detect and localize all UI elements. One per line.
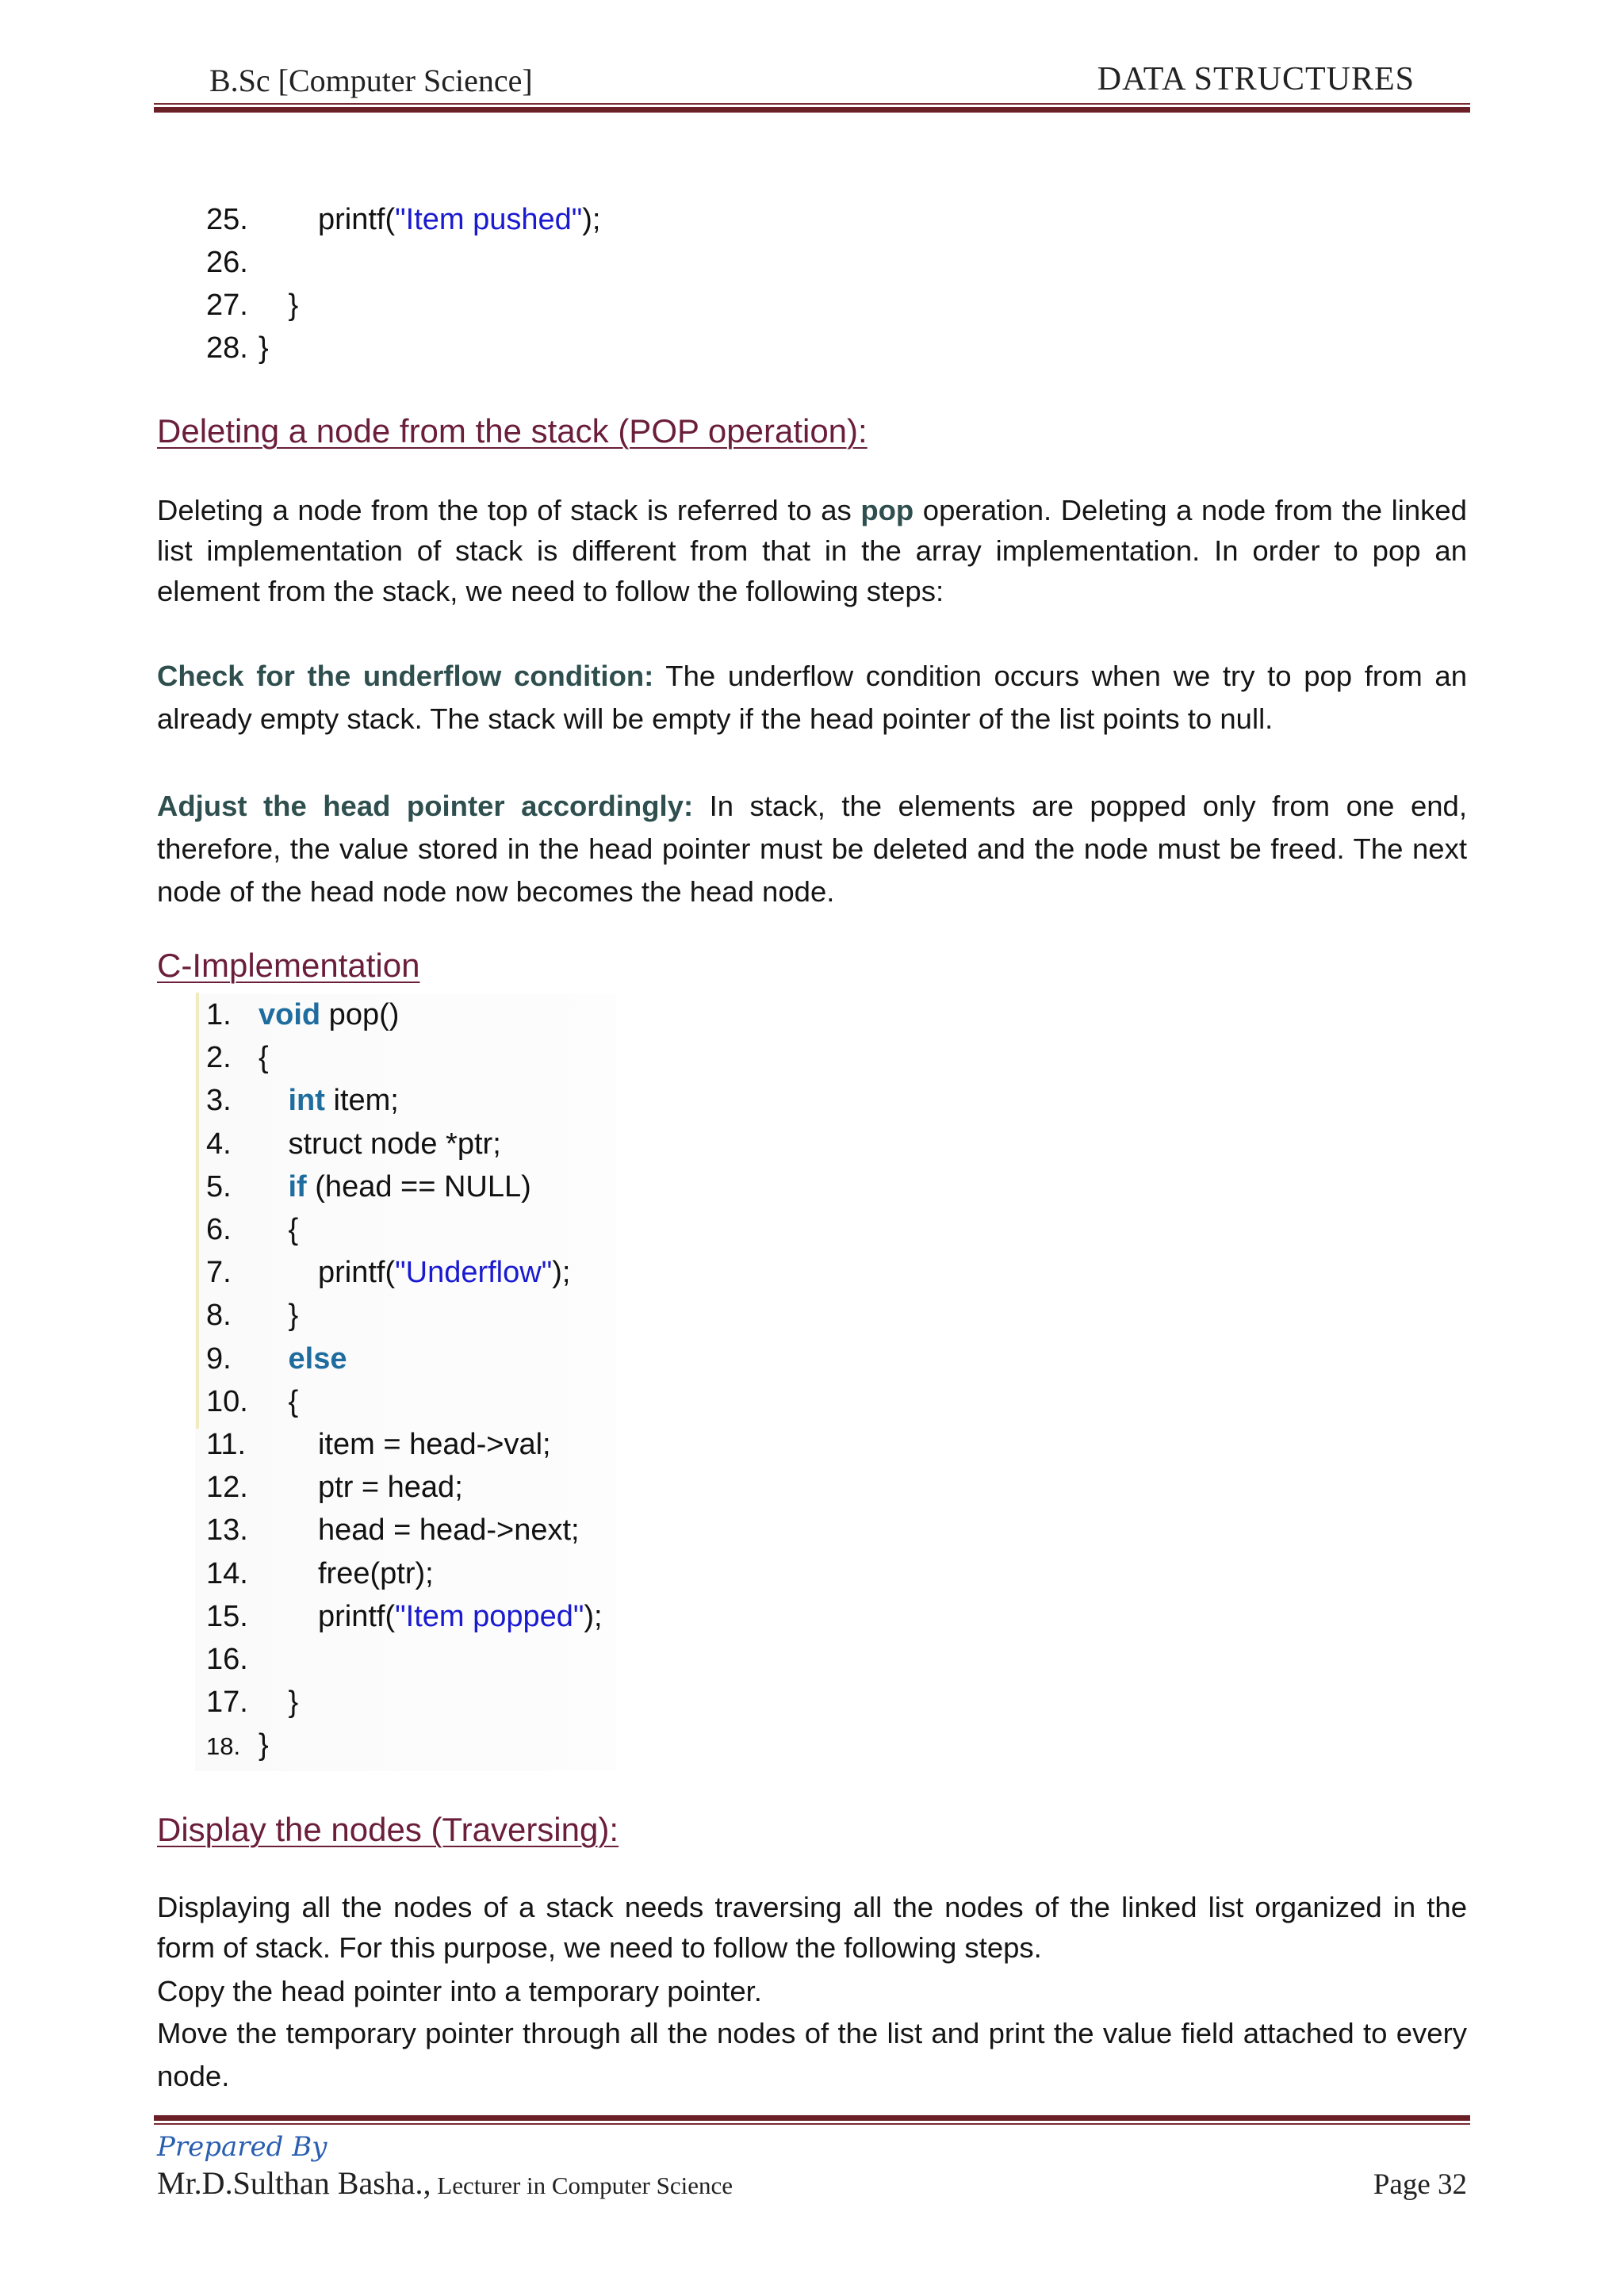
step-adjust-head-title: Adjust the head pointer accordingly: (157, 790, 694, 822)
code-line (206, 1423, 551, 1466)
code-line (206, 241, 259, 284)
code-line (206, 1294, 298, 1337)
code-line (206, 1724, 269, 1768)
footer-prepared-by: Prepared By (157, 2131, 327, 2163)
code-line-text (259, 1079, 399, 1122)
footer-rule-thin (154, 2123, 1470, 2125)
code-line-text (259, 1681, 298, 1724)
code-keyword: else (288, 1341, 347, 1376)
code-line-number: 1. (206, 998, 232, 1031)
code-line-text (259, 1294, 298, 1337)
code-token: } (288, 289, 299, 322)
code-line-number: 11. (206, 1428, 247, 1461)
code-token: (head == NULL) (306, 1169, 531, 1203)
code-line-number: 28. (206, 331, 248, 365)
code-token: free(ptr); (318, 1556, 434, 1590)
step-underflow-text: The underflow condition occurs when we try to pop from an already empty stack. The stack will be empty if the head pointer of the list points to null. (157, 660, 1467, 735)
code-string: "Underflow" (395, 1256, 553, 1290)
code-line-text (259, 1380, 298, 1423)
code-line-number: 17. (206, 1686, 248, 1720)
code-token: } (288, 1299, 299, 1333)
code-line-text (259, 1423, 551, 1466)
code-line (206, 1380, 298, 1423)
code-line (206, 1595, 603, 1638)
code-line-number: 5. (206, 1169, 232, 1203)
footer-rule-thick (154, 2115, 1470, 2121)
code-line-number: 6. (206, 1213, 232, 1246)
code-line-number: 8. (206, 1299, 232, 1333)
header-rule-thin (154, 103, 1470, 105)
code-line-text (259, 1595, 603, 1638)
code-line-text (259, 1165, 531, 1208)
code-token: pop() (320, 998, 400, 1031)
code-string: "Item popped" (395, 1599, 584, 1633)
display-step-move-pointer: Move the temporary pointer through all the nodes of the list and print the value field attached to every node. (157, 2017, 1467, 2092)
code-line (206, 1123, 501, 1165)
code-keyword: if (288, 1169, 307, 1203)
code-line (206, 327, 269, 369)
pop-intro-paragraph (157, 490, 1467, 611)
code-line (206, 993, 399, 1036)
code-line-text (259, 1466, 463, 1509)
code-token: ); (582, 203, 601, 236)
step-adjust-head-text: In stack, the elements are popped only from one end, therefore, the value stored in the head pointer must be deleted and the node must be freed. The next node of the head node now becomes the head node. (157, 790, 1467, 908)
code-token: struct node *ptr; (288, 1127, 501, 1161)
code-line-text (259, 1724, 269, 1766)
code-token: ptr = head; (318, 1471, 463, 1505)
code-line-number: 3. (206, 1084, 232, 1118)
code-token: { (259, 1041, 269, 1075)
code-line-number: 7. (206, 1256, 232, 1290)
code-line-number: 9. (206, 1341, 232, 1376)
code-line (206, 1466, 463, 1509)
code-line-number: 2. (206, 1041, 232, 1075)
code-line-number: 18. (206, 1732, 241, 1761)
code-line (206, 1337, 347, 1380)
header-rule-thick (154, 107, 1470, 113)
code-token: ); (552, 1256, 571, 1290)
code-line-text (259, 1208, 298, 1251)
display-step-copy-pointer: Copy the head pointer into a temporary pointer. (157, 1975, 762, 2007)
code-token: { (288, 1213, 299, 1246)
step-underflow-paragraph (157, 655, 1467, 740)
code-line (206, 1638, 259, 1681)
code-token: ); (584, 1599, 603, 1633)
code-line-text (259, 1123, 501, 1165)
code-line (206, 1251, 570, 1294)
code-token: } (259, 331, 269, 365)
step-underflow-title: Check for the underflow condition: (157, 660, 654, 692)
code-line-number: 4. (206, 1127, 232, 1161)
code-line (206, 1681, 298, 1724)
code-line-number: 10. (206, 1384, 248, 1418)
code-line-number: 16. (206, 1643, 248, 1676)
code-line-number: 14. (206, 1556, 248, 1590)
footer-author-name: Mr.D.Sulthan Basha., (157, 2165, 431, 2201)
code-line-number: 27. (206, 289, 248, 322)
code-line (206, 198, 600, 241)
code-line (206, 1165, 531, 1208)
code-token: item; (324, 1084, 399, 1118)
code-token: item = head->val; (318, 1428, 551, 1461)
footer-page-number: Page 32 (1373, 2168, 1467, 2201)
code-token: head = head->next; (318, 1513, 580, 1548)
code-line (206, 1079, 399, 1122)
code-line (206, 1208, 298, 1251)
code-line-text (259, 1251, 570, 1294)
code-token: } (288, 1686, 299, 1720)
code-line-text (259, 198, 600, 241)
section-heading-c-implementation: C-Implementation (157, 947, 420, 984)
code-line-text (259, 1509, 580, 1552)
step-adjust-head-paragraph (157, 785, 1467, 913)
code-token: { (288, 1384, 299, 1418)
code-token: printf( (318, 203, 396, 236)
section-heading-pop: Deleting a node from the stack (POP operation): (157, 412, 868, 450)
code-line-text (259, 1337, 347, 1380)
code-line (206, 1552, 434, 1595)
code-line-text (259, 284, 298, 327)
code-line-text (259, 993, 399, 1036)
code-line-number: 15. (206, 1599, 248, 1633)
code-line-text (259, 327, 269, 369)
code-line-number: 25. (206, 203, 248, 236)
code-line-text (259, 1552, 434, 1595)
pop-term: pop (860, 494, 914, 526)
code-line-text (259, 1036, 269, 1079)
code-token: printf( (318, 1256, 396, 1290)
header-subject-title: DATA STRUCTURES (1097, 61, 1415, 98)
pop-intro-text-b: operation. Deleting a node from the linked list implementation of stack is different from that in the array implementation. In order to pop an element from the stack, we need to follow the following steps: (157, 494, 1467, 607)
code-keyword: int (288, 1084, 325, 1118)
display-intro-paragraph: Displaying all the nodes of a stack needs traversing all the nodes of the linked list organized in the form of stack. For this purpose, we need to follow the following steps. (157, 1891, 1467, 1964)
code-block-gutter-bar (196, 993, 199, 1429)
code-line-number: 13. (206, 1513, 248, 1548)
code-line-number: 12. (206, 1471, 248, 1505)
code-token: } (259, 1728, 269, 1762)
section-heading-display-nodes: Display the nodes (Traversing): (157, 1811, 619, 1848)
code-line (206, 1036, 269, 1079)
code-line (206, 284, 298, 327)
pop-intro-text-a: Deleting a node from the top of stack is referred to as (157, 494, 861, 526)
code-token: printf( (318, 1599, 396, 1633)
code-string: "Item pushed" (395, 203, 583, 236)
footer-author (157, 2164, 733, 2202)
header-course-title: B.Sc [Computer Science] (209, 63, 533, 98)
code-line-number: 26. (206, 246, 248, 279)
footer-author-role: Lecturer in Computer Science (431, 2172, 733, 2199)
code-keyword: void (259, 998, 321, 1031)
code-line (206, 1509, 580, 1552)
